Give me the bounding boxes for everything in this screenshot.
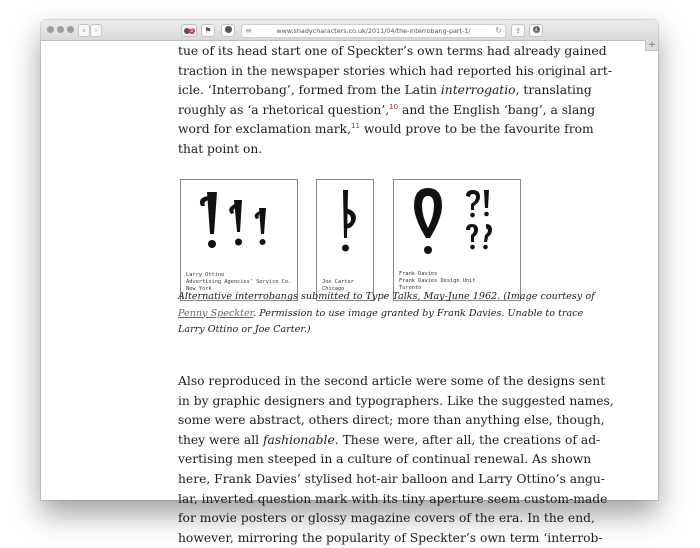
share-icon: ⇪ xyxy=(515,27,521,35)
url-text: www.shadycharacters.co.uk/2011/04/the-interrobang-part-1/ xyxy=(276,27,471,35)
interrobang-figure xyxy=(178,179,521,301)
credit-line: New York xyxy=(186,286,212,292)
text-run: icle. ‘Interrobang’, formed from the Latin xyxy=(178,83,441,98)
text-line: tue of its head start one of Speckter’s own terms had already gained xyxy=(178,44,607,58)
credit-line: Frank Davies xyxy=(399,271,438,277)
forward-button[interactable]: › xyxy=(90,24,102,37)
caption-text: . Permission to use image granted by Frank Davies. Unable to trace xyxy=(253,307,584,319)
new-tab-button[interactable]: + xyxy=(645,40,658,51)
article-paragraph-2 xyxy=(178,372,614,548)
footnote-link-11[interactable]: 11 xyxy=(351,122,360,131)
penny-speckter-link[interactable]: Penny Speckter xyxy=(178,307,254,319)
text-line: some were abstract, others direct; more than anything else, though, xyxy=(178,413,605,428)
text-line xyxy=(178,101,596,121)
back-button[interactable]: ‹ xyxy=(78,24,90,37)
download-button[interactable] xyxy=(529,24,543,37)
credit-line: Frank Davies Design Unit xyxy=(399,278,476,284)
text-run: roughly as ‘a rhetorical question’, xyxy=(178,102,390,117)
flag-extension-button[interactable] xyxy=(201,24,215,37)
figure-panel-ottino xyxy=(180,179,298,301)
caption-line xyxy=(178,306,584,323)
text-line: vertising men steeped in a culture of continual renewal. As shown xyxy=(178,452,592,467)
italic-fashionable: fashionable xyxy=(262,432,335,447)
address-bar[interactable] xyxy=(241,24,506,38)
footnote-link-10[interactable]: 10 xyxy=(389,102,399,111)
text-line xyxy=(178,431,601,451)
text-line xyxy=(178,120,594,140)
text-line xyxy=(178,81,592,101)
credit-line: Larry Ottino xyxy=(186,272,225,278)
text-line: for movie posters or glossy magazine covers of the era. In the end, xyxy=(178,511,595,526)
browser-window xyxy=(41,20,658,545)
caption-type-talks: Type Talks xyxy=(365,291,418,302)
browser-toolbar xyxy=(41,20,658,41)
figure-caption xyxy=(178,289,595,339)
credit-line: Chicago xyxy=(322,286,345,292)
figure-panel-carter xyxy=(316,179,374,301)
credit-line: Toronto xyxy=(399,285,422,291)
privacy-icon xyxy=(225,26,232,33)
text-line: here, Frank Davies’ stylised hot-air balloon and Larry Ottino’s angu- xyxy=(178,471,605,486)
credit-line: Joe Carter xyxy=(322,279,354,285)
ghostery-count-badge: 3 xyxy=(189,27,194,34)
reader-view-icon[interactable]: ≡ xyxy=(245,26,252,35)
download-icon: ↓ xyxy=(533,26,539,33)
caption-line: Larry Ottino or Joe Carter.) xyxy=(178,324,311,335)
share-button[interactable] xyxy=(511,24,525,37)
caption-line xyxy=(178,289,595,306)
text-run: , translating xyxy=(515,83,592,98)
davies-interrobangs-image xyxy=(394,184,520,268)
close-window-icon[interactable] xyxy=(47,26,54,33)
ottino-interrobangs-image xyxy=(181,186,297,266)
italic-interrogatio: interrogatio xyxy=(440,83,516,98)
text-run: . These were, after all, the creations of ad- xyxy=(334,432,601,447)
figure-panel-davies xyxy=(393,179,521,301)
text-line: lar, inverted question mark with its tiny aperture seem custom-made xyxy=(178,491,608,506)
ghostery-button[interactable] xyxy=(181,24,197,37)
text-line: however, mirroring the popularity of Speckter’s own term ‘interrob- xyxy=(178,530,603,545)
zoom-window-icon[interactable] xyxy=(67,26,74,33)
text-run: would prove to be the favourite from xyxy=(359,122,594,137)
text-line: that point on. xyxy=(178,141,263,156)
caption-text: , May-June 1962. (Image courtesy of xyxy=(417,291,595,302)
privacy-extension-button[interactable] xyxy=(221,24,235,37)
text-line: traction in the newspaper stories which had reported his original art- xyxy=(178,63,613,78)
text-run: word for exclamation mark, xyxy=(178,122,352,137)
flag-icon: ⚑ xyxy=(204,26,212,35)
article-paragraph-1 xyxy=(178,42,613,160)
credit-line: Advertising Agencies’ Service Co. xyxy=(186,279,292,285)
minimize-window-icon[interactable] xyxy=(57,26,64,33)
text-line: in by graphic designers and typographers. Like the suggested names, xyxy=(178,393,614,408)
page-content xyxy=(41,41,658,545)
text-line: Also reproduced in the second article were some of the designs sent xyxy=(178,374,606,388)
carter-interrobang-image xyxy=(317,186,373,266)
text-run: they were all xyxy=(178,432,263,447)
caption-text: Alternative interrobangs submitted to xyxy=(178,291,366,302)
reload-icon[interactable]: ↻ xyxy=(495,26,502,35)
text-run: and the English ‘bang’, a slang xyxy=(398,102,596,117)
